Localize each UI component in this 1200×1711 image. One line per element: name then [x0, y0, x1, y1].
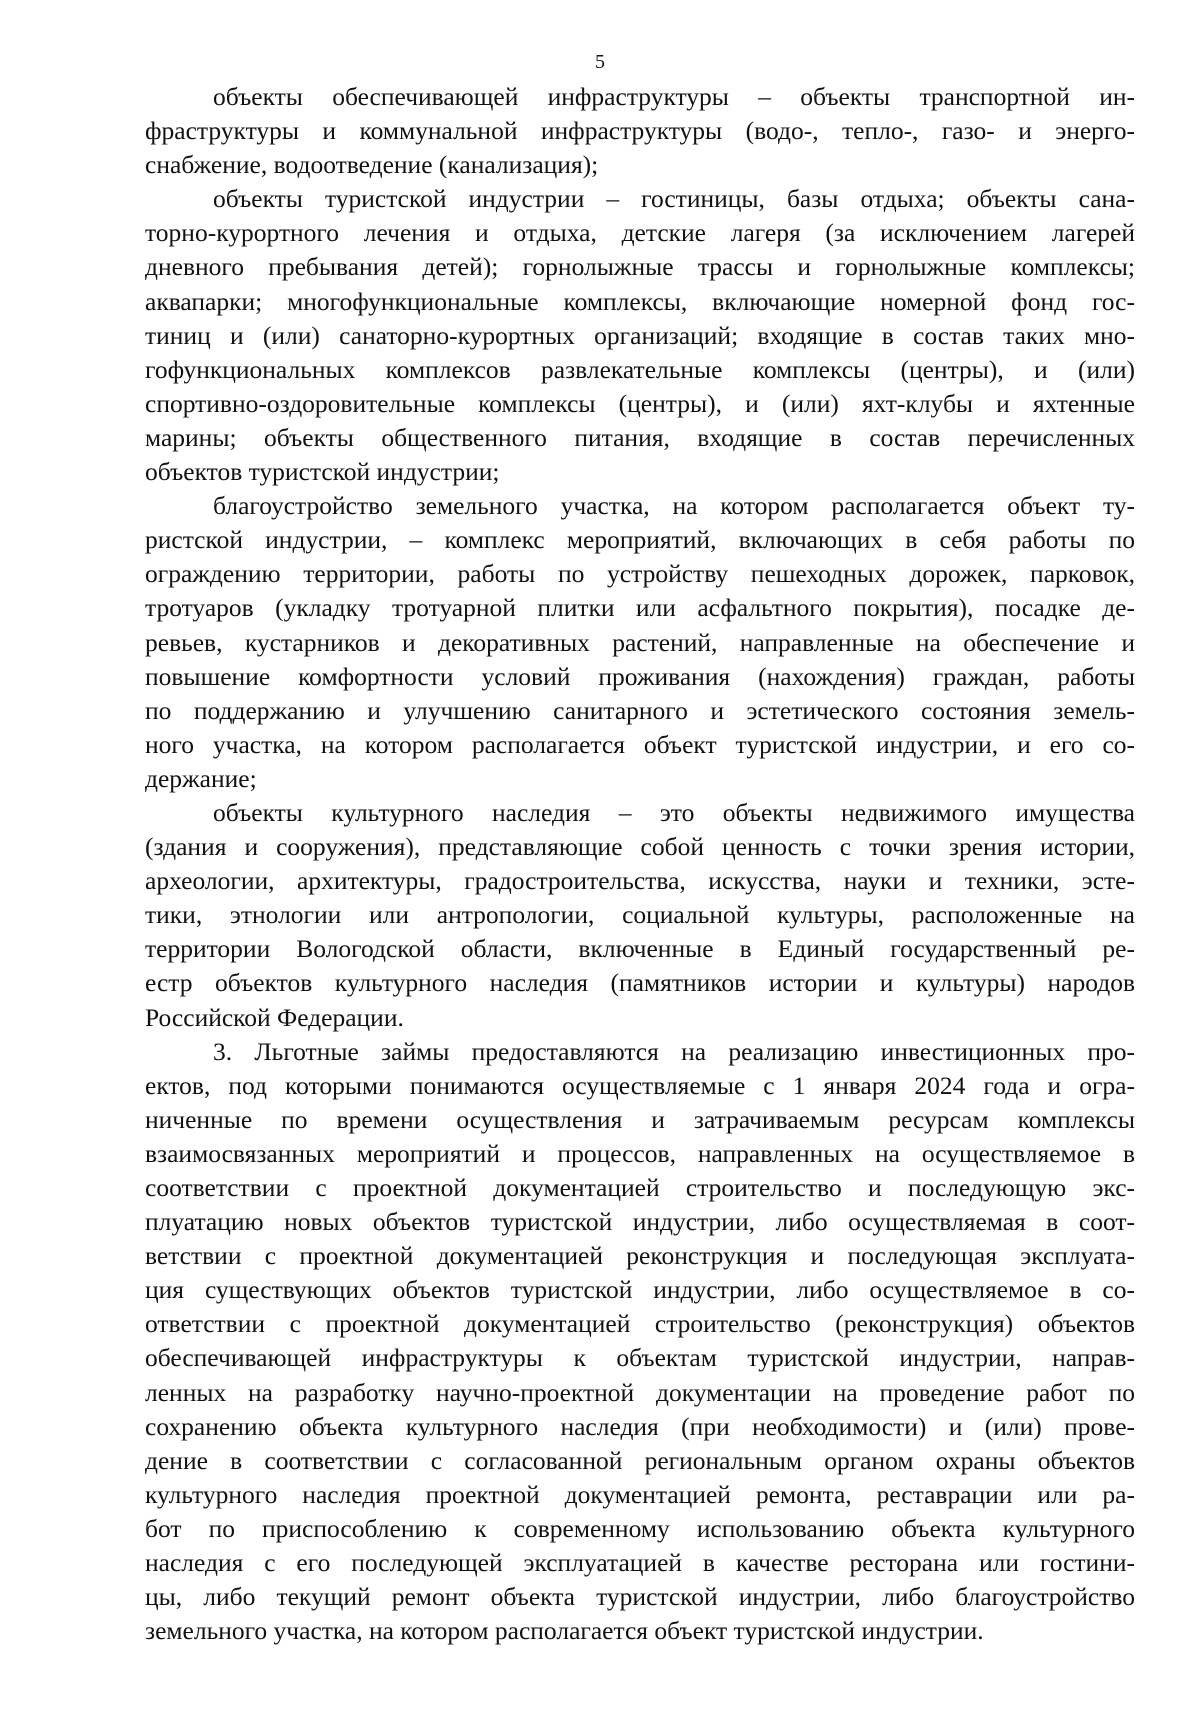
text-line: объекты культурного наследия – это объекты недвижимого имущества: [213, 797, 1135, 827]
text-line: культурного наследия проектной документацией ремонта, реставрации или ра-: [145, 1479, 1135, 1509]
paragraph: [145, 489, 1135, 796]
text-line: сохранению объекта культурного наследия (при необходимости) и (или) прове-: [145, 1411, 1135, 1441]
text-line: фраструктуры и коммунальной инфраструктуры (водо-, тепло-, газо- и энерго-: [145, 116, 1135, 146]
text-line: ция существующих объектов туристской индустрии, либо осуществляемое в со-: [145, 1275, 1135, 1305]
text-line: снабжение, водоотведение (канализация);: [145, 150, 599, 180]
text-line: дневного пребывания детей); горнолыжные трассы и горнолыжные комплексы;: [145, 252, 1135, 282]
paragraph: [145, 182, 1135, 489]
text-line: ветствии с проектной документацией реконструкция и последующая эксплуата-: [145, 1241, 1135, 1271]
text-line: объекты туристской индустрии – гостиницы, базы отдыха; объекты сана-: [213, 184, 1135, 214]
text-line: повышение комфортности условий проживания (нахождения) граждан, работы: [145, 661, 1135, 691]
text-line: аквапарки; многофункциональные комплексы, включающие номерной фонд гос-: [145, 286, 1135, 316]
page-number: 5: [595, 51, 605, 73]
text-line: тротуаров (укладку тротуарной плитки или асфальтного покрытия), посадке де-: [145, 593, 1135, 623]
text-line: тиниц и (или) санаторно-курортных организаций; входящие в состав таких мно-: [145, 320, 1135, 350]
text-line: 3. Льготные займы предоставляются на реализацию инвестиционных про-: [213, 1036, 1135, 1066]
text-line: марины; объекты общественного питания, входящие в состав перечисленных: [145, 422, 1135, 452]
text-line: ного участка, на котором располагается объект туристской индустрии, и его со-: [145, 729, 1135, 759]
text-line: наследия с его последующей эксплуатацией в качестве ресторана или гостини-: [145, 1548, 1135, 1578]
text-line: благоустройство земельного участка, на котором располагается объект ту-: [213, 491, 1135, 521]
text-line: взаимосвязанных мероприятий и процессов, направленных на осуществляемое в: [145, 1138, 1135, 1168]
text-line: дение в соответствии с согласованной региональным органом охраны объектов: [145, 1445, 1135, 1475]
document-body: [145, 80, 1135, 1648]
text-line: бот по приспособлению к современному использованию объекта культурного: [145, 1513, 1135, 1543]
text-line: ревьев, кустарников и декоративных растений, направленные на обеспечение и: [145, 627, 1135, 657]
text-line: земельного участка, на котором располагается объект туристской индустрии.: [145, 1616, 984, 1646]
text-line: торно-курортного лечения и отдыха, детские лагеря (за исключением лагерей: [145, 218, 1135, 248]
text-line: (здания и сооружения), представляющие собой ценность с точки зрения истории,: [145, 832, 1135, 862]
text-line: ектов, под которыми понимаются осуществляемые с 1 января 2024 года и огра-: [145, 1070, 1135, 1100]
text-line: ленных на разработку научно-проектной документации на проведение работ по: [145, 1377, 1135, 1407]
text-line: объектов туристской индустрии;: [145, 457, 500, 487]
text-line: тики, этнологии или антропологии, социальной культуры, расположенные на: [145, 900, 1135, 930]
text-line: цы, либо текущий ремонт объекта туристской индустрии, либо благоустройство: [145, 1582, 1135, 1612]
text-line: объекты обеспечивающей инфраструктуры – объекты транспортной ин-: [213, 82, 1135, 111]
text-line: ограждению территории, работы по устройству пешеходных дорожек, парковок,: [145, 559, 1135, 589]
text-line: плуатацию новых объектов туристской индустрии, либо осуществляемая в соот-: [145, 1207, 1135, 1237]
text-line: по поддержанию и улучшению санитарного и эстетического состояния земель-: [145, 695, 1135, 725]
text-line: гофункциональных комплексов развлекательные комплексы (центры), и (или): [145, 354, 1135, 384]
text-line: естр объектов культурного наследия (памятников истории и культуры) народов: [145, 968, 1135, 998]
text-line: ниченные по времени осуществления и затрачиваемым ресурсам комплексы: [145, 1104, 1135, 1134]
text-line: держание;: [145, 763, 257, 793]
text-line: спортивно-оздоровительные комплексы (центры), и (или) яхт-клубы и яхтенные: [145, 388, 1135, 418]
text-line: ристской индустрии, – комплекс мероприятий, включающих в себя работы по: [145, 525, 1135, 555]
text-line: археологии, архитектуры, градостроительства, искусства, науки и техники, эсте-: [145, 866, 1135, 896]
paragraph: [145, 80, 1135, 182]
text-line: обеспечивающей инфраструктуры к объектам туристской индустрии, направ-: [145, 1343, 1135, 1373]
text-line: территории Вологодской области, включенные в Единый государственный ре-: [145, 934, 1135, 964]
paragraph: [145, 1035, 1135, 1649]
paragraph: [145, 796, 1135, 1035]
text-line: Российской Федерации.: [145, 1002, 404, 1032]
text-line: ответствии с проектной документацией строительство (реконструкция) объектов: [145, 1309, 1135, 1339]
text-line: соответствии с проектной документацией строительство и последующую экс-: [145, 1173, 1135, 1202]
